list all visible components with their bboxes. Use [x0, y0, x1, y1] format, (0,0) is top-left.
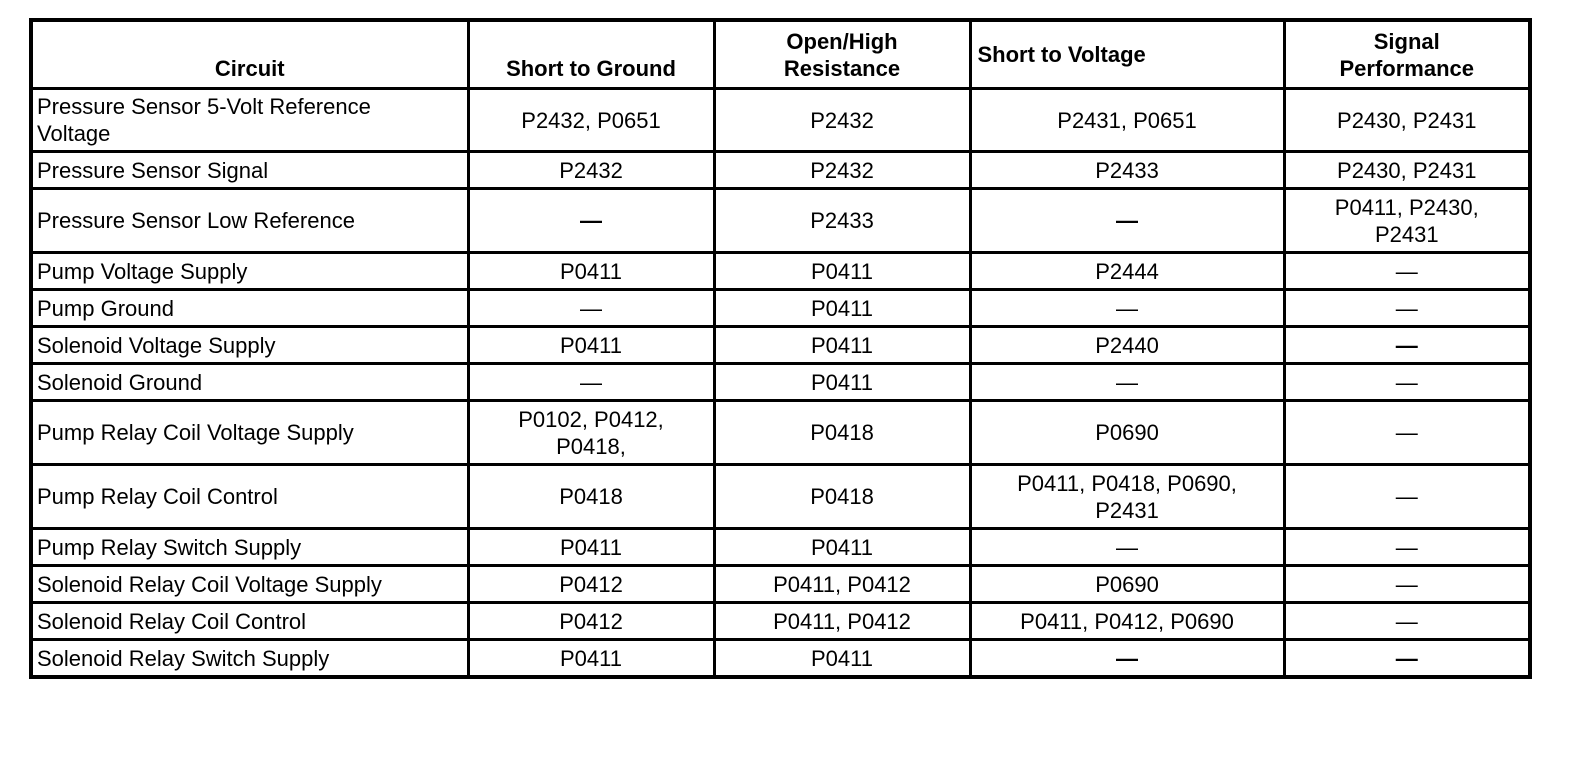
- cell-short-to-voltage: P0690: [970, 566, 1284, 603]
- table-row: [31, 640, 1530, 678]
- table-row: [31, 89, 1530, 152]
- cell-short-to-ground: P0411: [468, 529, 714, 566]
- cell-short-to-voltage: P2440: [970, 327, 1284, 364]
- cell-signal-performance: —: [1284, 401, 1530, 465]
- table-row: [31, 253, 1530, 290]
- header-circuit: Circuit: [31, 20, 468, 89]
- cell-short-to-ground: P0411: [468, 253, 714, 290]
- cell-open-high-resistance: P0418: [714, 401, 970, 465]
- cell-short-to-voltage: P0411, P0418, P0690, P2431: [970, 465, 1284, 529]
- table-row: [31, 401, 1530, 465]
- table-row: [31, 364, 1530, 401]
- cell-short-to-voltage: —: [970, 290, 1284, 327]
- cell-short-to-voltage: —: [970, 529, 1284, 566]
- cell-circuit: Pump Relay Switch Supply: [31, 529, 468, 566]
- cell-circuit: Solenoid Voltage Supply: [31, 327, 468, 364]
- cell-signal-performance: —: [1284, 603, 1530, 640]
- cell-short-to-voltage: P0690: [970, 401, 1284, 465]
- header-short-to-ground: Short to Ground: [468, 20, 714, 89]
- cell-signal-performance: P0411, P2430, P2431: [1284, 189, 1530, 253]
- table-row: [31, 566, 1530, 603]
- cell-short-to-ground: P0411: [468, 640, 714, 678]
- header-signal-performance: Signal Performance: [1284, 20, 1530, 89]
- cell-circuit: Pump Relay Coil Control: [31, 465, 468, 529]
- cell-signal-performance: P2430, P2431: [1284, 152, 1530, 189]
- cell-circuit: Pump Ground: [31, 290, 468, 327]
- cell-short-to-voltage: P2444: [970, 253, 1284, 290]
- dtc-circuit-table: [29, 18, 1532, 679]
- cell-short-to-ground: P0411: [468, 327, 714, 364]
- cell-signal-performance: —: [1284, 364, 1530, 401]
- table-row: [31, 529, 1530, 566]
- cell-short-to-voltage: P2433: [970, 152, 1284, 189]
- table-row: [31, 327, 1530, 364]
- cell-short-to-ground: —: [468, 189, 714, 253]
- cell-short-to-voltage: —: [970, 640, 1284, 678]
- table-row: [31, 603, 1530, 640]
- cell-open-high-resistance: P0411, P0412: [714, 566, 970, 603]
- cell-circuit: Solenoid Ground: [31, 364, 468, 401]
- cell-open-high-resistance: P0411: [714, 529, 970, 566]
- cell-open-high-resistance: P0411, P0412: [714, 603, 970, 640]
- cell-open-high-resistance: P0411: [714, 364, 970, 401]
- cell-signal-performance: —: [1284, 327, 1530, 364]
- cell-open-high-resistance: P0411: [714, 327, 970, 364]
- table-row: [31, 290, 1530, 327]
- cell-circuit: Solenoid Relay Coil Voltage Supply: [31, 566, 468, 603]
- header-row: [31, 20, 1530, 89]
- cell-open-high-resistance: P2433: [714, 189, 970, 253]
- cell-circuit: Pressure Sensor 5-Volt Reference Voltage: [31, 89, 468, 152]
- cell-short-to-ground: P2432, P0651: [468, 89, 714, 152]
- cell-signal-performance: —: [1284, 640, 1530, 678]
- cell-signal-performance: —: [1284, 566, 1530, 603]
- cell-short-to-ground: —: [468, 290, 714, 327]
- table-row: [31, 189, 1530, 253]
- cell-open-high-resistance: P2432: [714, 152, 970, 189]
- cell-open-high-resistance: P0411: [714, 640, 970, 678]
- cell-short-to-ground: —: [468, 364, 714, 401]
- cell-signal-performance: —: [1284, 465, 1530, 529]
- cell-circuit: Pump Relay Coil Voltage Supply: [31, 401, 468, 465]
- cell-short-to-voltage: —: [970, 189, 1284, 253]
- cell-circuit: Solenoid Relay Switch Supply: [31, 640, 468, 678]
- cell-short-to-ground: P2432: [468, 152, 714, 189]
- cell-open-high-resistance: P2432: [714, 89, 970, 152]
- table-row: [31, 465, 1530, 529]
- cell-short-to-voltage: —: [970, 364, 1284, 401]
- header-short-to-voltage: Short to Voltage: [970, 20, 1284, 89]
- cell-signal-performance: —: [1284, 529, 1530, 566]
- cell-signal-performance: —: [1284, 253, 1530, 290]
- cell-open-high-resistance: P0411: [714, 253, 970, 290]
- cell-circuit: Solenoid Relay Coil Control: [31, 603, 468, 640]
- cell-open-high-resistance: P0411: [714, 290, 970, 327]
- table-row: [31, 152, 1530, 189]
- cell-circuit: Pressure Sensor Signal: [31, 152, 468, 189]
- cell-short-to-ground: P0412: [468, 603, 714, 640]
- cell-short-to-ground: P0412: [468, 566, 714, 603]
- cell-signal-performance: P2430, P2431: [1284, 89, 1530, 152]
- cell-circuit: Pressure Sensor Low Reference: [31, 189, 468, 253]
- cell-short-to-voltage: P2431, P0651: [970, 89, 1284, 152]
- cell-open-high-resistance: P0418: [714, 465, 970, 529]
- cell-short-to-voltage: P0411, P0412, P0690: [970, 603, 1284, 640]
- cell-signal-performance: —: [1284, 290, 1530, 327]
- cell-short-to-ground: P0102, P0412, P0418,: [468, 401, 714, 465]
- table-container: [29, 18, 1532, 679]
- cell-short-to-ground: P0418: [468, 465, 714, 529]
- header-open-high-resistance: Open/High Resistance: [714, 20, 970, 89]
- cell-circuit: Pump Voltage Supply: [31, 253, 468, 290]
